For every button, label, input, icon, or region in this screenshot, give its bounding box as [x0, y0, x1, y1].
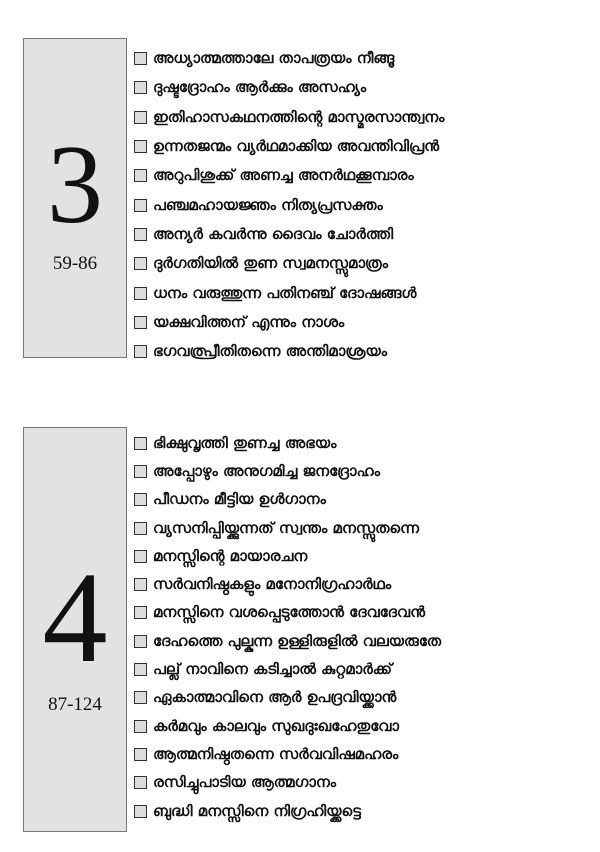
topic-label: അന്യർ കവർന്നു ദൈവം ചോർത്തി: [153, 224, 394, 243]
square-bullet-icon: [134, 140, 147, 153]
topic-label: അറുപിശുക്ക് അണച്ച അനർഥക്കൂമ്പാരം: [153, 166, 414, 185]
square-bullet-icon: [134, 81, 147, 94]
topic-label: മനസ്സിനെ വശപ്പെടുത്തോൻ ദേവദേവൻ: [153, 603, 426, 622]
list-item: [134, 103, 594, 132]
square-bullet-icon: [134, 776, 147, 789]
square-bullet-icon: [134, 748, 147, 761]
topic-label: ഇതിഹാസകഥനത്തിന്റെ മാസ്മരസാന്ത്വനം: [153, 107, 445, 126]
square-bullet-icon: [134, 493, 147, 506]
square-bullet-icon: [134, 522, 147, 535]
square-bullet-icon: [134, 345, 147, 358]
topic-label: കർമവും കാലവും സുഖദുഃഖഹേതുവോ: [153, 716, 400, 735]
list-item: [134, 740, 594, 768]
topic-label: ദേഹത്തെ പുല്കുന്ന ഉള്ളിരുളിൽ വലയരുതേ: [153, 631, 442, 650]
topic-label: രസിച്ചുപാടിയ ആത്മഗാനം: [153, 773, 337, 792]
list-item: [134, 627, 594, 655]
square-bullet-icon: [134, 199, 147, 212]
chapter-4-box: [23, 427, 127, 832]
square-bullet-icon: [134, 465, 147, 478]
square-bullet-icon: [134, 111, 147, 124]
topic-label: ദുഷ്ടദ്രോഹം ആർക്കും അസഹ്യം: [153, 78, 367, 97]
square-bullet-icon: [134, 805, 147, 818]
topic-label: മനസ്സിന്റെ മായാരചന: [153, 546, 308, 565]
square-bullet-icon: [134, 720, 147, 733]
chapter-4-topic-list: [134, 429, 594, 825]
topic-label: പഞ്ചമഹായജ്ഞം നിത്യപ്രസക്തം: [153, 195, 383, 214]
chapter-3-number: 3: [47, 123, 103, 247]
topic-label: അധ്യാത്മത്താലേ താപത്രയം നീങ്ങൂ: [153, 49, 395, 68]
list-item: [134, 769, 594, 797]
topic-label: ധനം വരുത്തുന്ന പതിനഞ്ച് ദോഷങ്ങൾ: [153, 283, 417, 302]
chapter-3-topic-list: [134, 44, 594, 366]
square-bullet-icon: [134, 663, 147, 676]
topic-label: ഉന്നതജന്മം വ്യർഥമാക്കിയ അവന്തിവിപ്രൻ: [153, 137, 440, 156]
list-item: [134, 132, 594, 161]
topic-label: ഭഗവത്പ്രീതിതന്നെ അന്തിമാശ്രയം: [153, 342, 387, 361]
topic-label: ആത്മനിഷ്ഠതന്നെ സർവവിഷമഹരം: [153, 744, 399, 763]
square-bullet-icon: [134, 316, 147, 329]
square-bullet-icon: [134, 578, 147, 591]
list-item: [134, 249, 594, 278]
list-item: [134, 599, 594, 627]
topic-label: പീഡനം മീട്ടിയ ഉൾഗാനം: [153, 490, 326, 509]
list-item: [134, 514, 594, 542]
list-item: [134, 337, 594, 366]
chapter-3-box: [23, 38, 127, 358]
list-item: [134, 190, 594, 219]
chapter-3-section: [0, 38, 600, 361]
square-bullet-icon: [134, 228, 147, 241]
list-item: [134, 570, 594, 598]
chapter-4-number: 4: [42, 546, 108, 690]
list-item: [134, 429, 594, 457]
list-item: [134, 712, 594, 740]
topic-label: പല്ല് നാവിനെ കടിച്ചാൽ കുറ്റമാർക്ക്: [153, 660, 393, 679]
list-item: [134, 542, 594, 570]
square-bullet-icon: [134, 550, 147, 563]
square-bullet-icon: [134, 691, 147, 704]
topic-label: സർവനിഷ്ഠകളും മനോനിഗ്രഹാർഥം: [153, 575, 392, 594]
square-bullet-icon: [134, 52, 147, 65]
list-item: [134, 278, 594, 307]
square-bullet-icon: [134, 287, 147, 300]
list-item: [134, 220, 594, 249]
square-bullet-icon: [134, 606, 147, 619]
chapter-4-page-range: 87-124: [48, 694, 102, 715]
list-item: [134, 73, 594, 102]
topic-label: യക്ഷവിത്തന് എന്നും നാശം: [153, 312, 345, 331]
topic-label: അപ്പോഴും അനുഗമിച്ച ജനദ്രോഹം: [153, 461, 381, 480]
list-item: [134, 161, 594, 190]
topic-label: ബുദ്ധി മനസ്സിനെ നിഗ്രഹിയ്ക്കട്ടെ: [153, 801, 361, 820]
list-item: [134, 308, 594, 337]
list-item: [134, 44, 594, 73]
topic-label: ഭിക്ഷുവൃത്തി തുണച്ച അഭയം: [153, 433, 337, 452]
topic-label: ഏകാത്മാവിനെ ആർ ഉപദ്രവിയ്ക്കാൻ: [153, 688, 397, 707]
chapter-4-section: [0, 427, 600, 832]
chapter-3-page-range: 59-86: [52, 253, 98, 274]
list-item: [134, 486, 594, 514]
list-item: [134, 684, 594, 712]
square-bullet-icon: [134, 437, 147, 450]
square-bullet-icon: [134, 257, 147, 270]
topic-label: ദുർഗതിയിൽ തുണ സ്വമനസ്സുമാത്രം: [153, 254, 388, 273]
square-bullet-icon: [134, 169, 147, 182]
list-item: [134, 797, 594, 825]
topic-label: വ്യസനിപ്പിയ്ക്കുന്നത് സ്വന്തം മനസ്സുതന്നെ: [153, 518, 420, 537]
list-item: [134, 655, 594, 683]
square-bullet-icon: [134, 635, 147, 648]
list-item: [134, 457, 594, 485]
